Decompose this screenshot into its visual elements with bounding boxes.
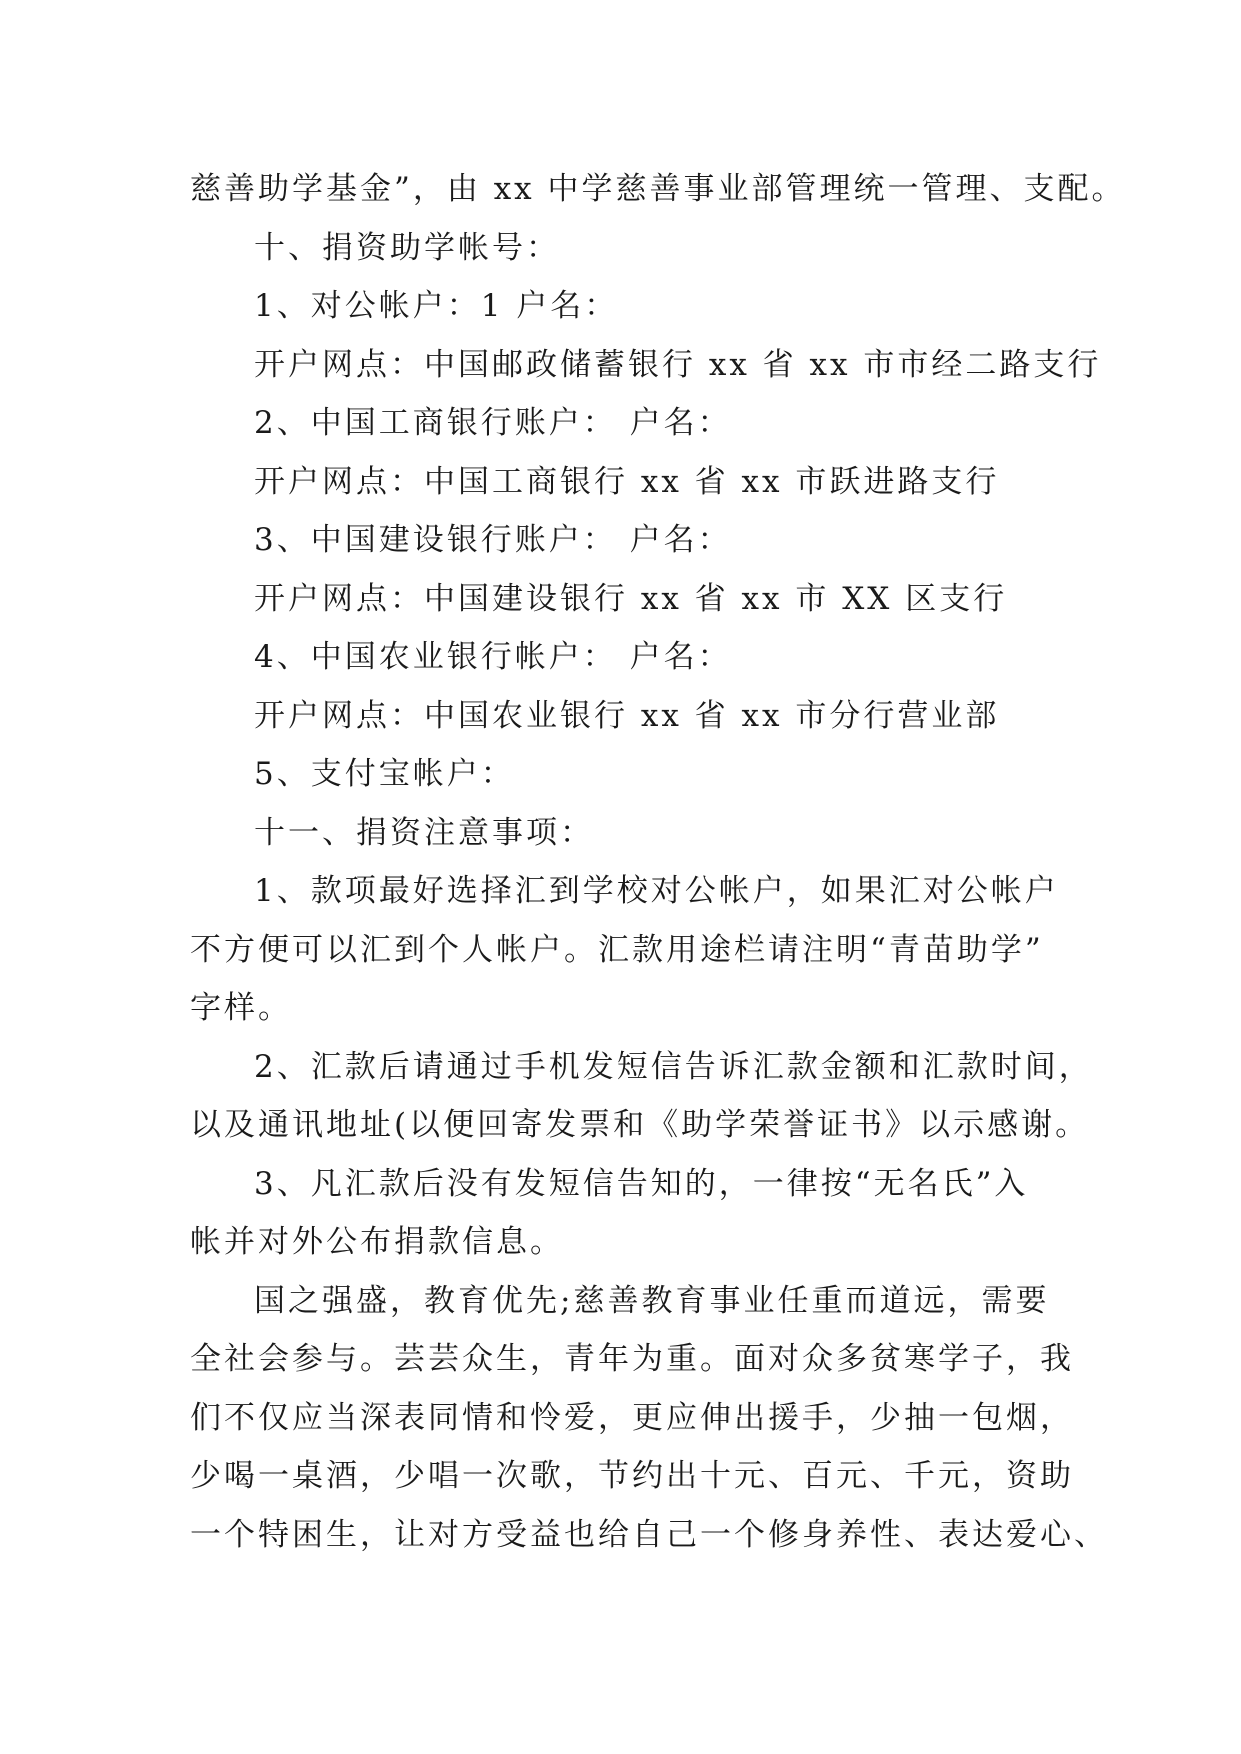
- text-line: 以及通讯地址(以便回寄发票和《助学荣誉证书》以示感谢。: [190, 1107, 1090, 1143]
- text-line: 少喝一桌酒，少唱一次歌，节约出十元、百元、千元，资助: [190, 1458, 1074, 1494]
- text-line: 3、中国建设银行账户： 户名：: [254, 522, 732, 558]
- text-line: 1、款项最好选择汇到学校对公帐户，如果汇对公帐户: [254, 873, 1059, 909]
- text-line: 开户网点：中国建设银行 xx 省 xx 市 XX 区支行: [254, 580, 1008, 617]
- text-line: 慈善助学基金”，由 xx 中学慈善事业部管理统一管理、支配。: [190, 171, 1126, 207]
- text-line: 全社会参与。芸芸众生，青年为重。面对众多贫寒学子，我: [190, 1341, 1074, 1377]
- text-line: 十一、捐资注意事项：: [254, 814, 594, 851]
- text-line: 开户网点：中国邮政储蓄银行 xx 省 xx 市市经二路支行: [254, 346, 1102, 383]
- text-line: 2、汇款后请通过手机发短信告诉汇款金额和汇款时间，: [254, 1048, 1093, 1085]
- text-line: 字样。: [190, 990, 292, 1026]
- text-line: 一个特困生，让对方受益也给自己一个修身养性、表达爱心、: [190, 1516, 1108, 1553]
- text-line: 帐并对外公布捐款信息。: [190, 1224, 564, 1260]
- text-line: 1、对公帐户：1 户名：: [254, 288, 619, 324]
- text-line: 国之强盛，教育优先;慈善教育事业任重而道远，需要: [254, 1282, 1050, 1319]
- text-line: 们不仅应当深表同情和怜爱，更应伸出援手，少抽一包烟，: [190, 1399, 1074, 1436]
- text-line: 不方便可以汇到个人帐户。汇款用途栏请注明“青苗助学”: [190, 931, 1044, 968]
- text-line: 4、中国农业银行帐户： 户名：: [254, 639, 732, 675]
- text-line: 5、支付宝帐户：: [254, 756, 515, 792]
- text-line: 2、中国工商银行账户： 户名：: [254, 405, 732, 441]
- document-body: [190, 160, 1126, 1564]
- text-line: 3、凡汇款后没有发短信告知的，一律按“无名氏”入: [254, 1165, 1029, 1202]
- text-line: 开户网点：中国工商银行 xx 省 xx 市跃进路支行: [254, 463, 1000, 500]
- text-line: 十、捐资助学帐号：: [254, 229, 560, 266]
- text-line: 开户网点：中国农业银行 xx 省 xx 市分行营业部: [254, 697, 1000, 734]
